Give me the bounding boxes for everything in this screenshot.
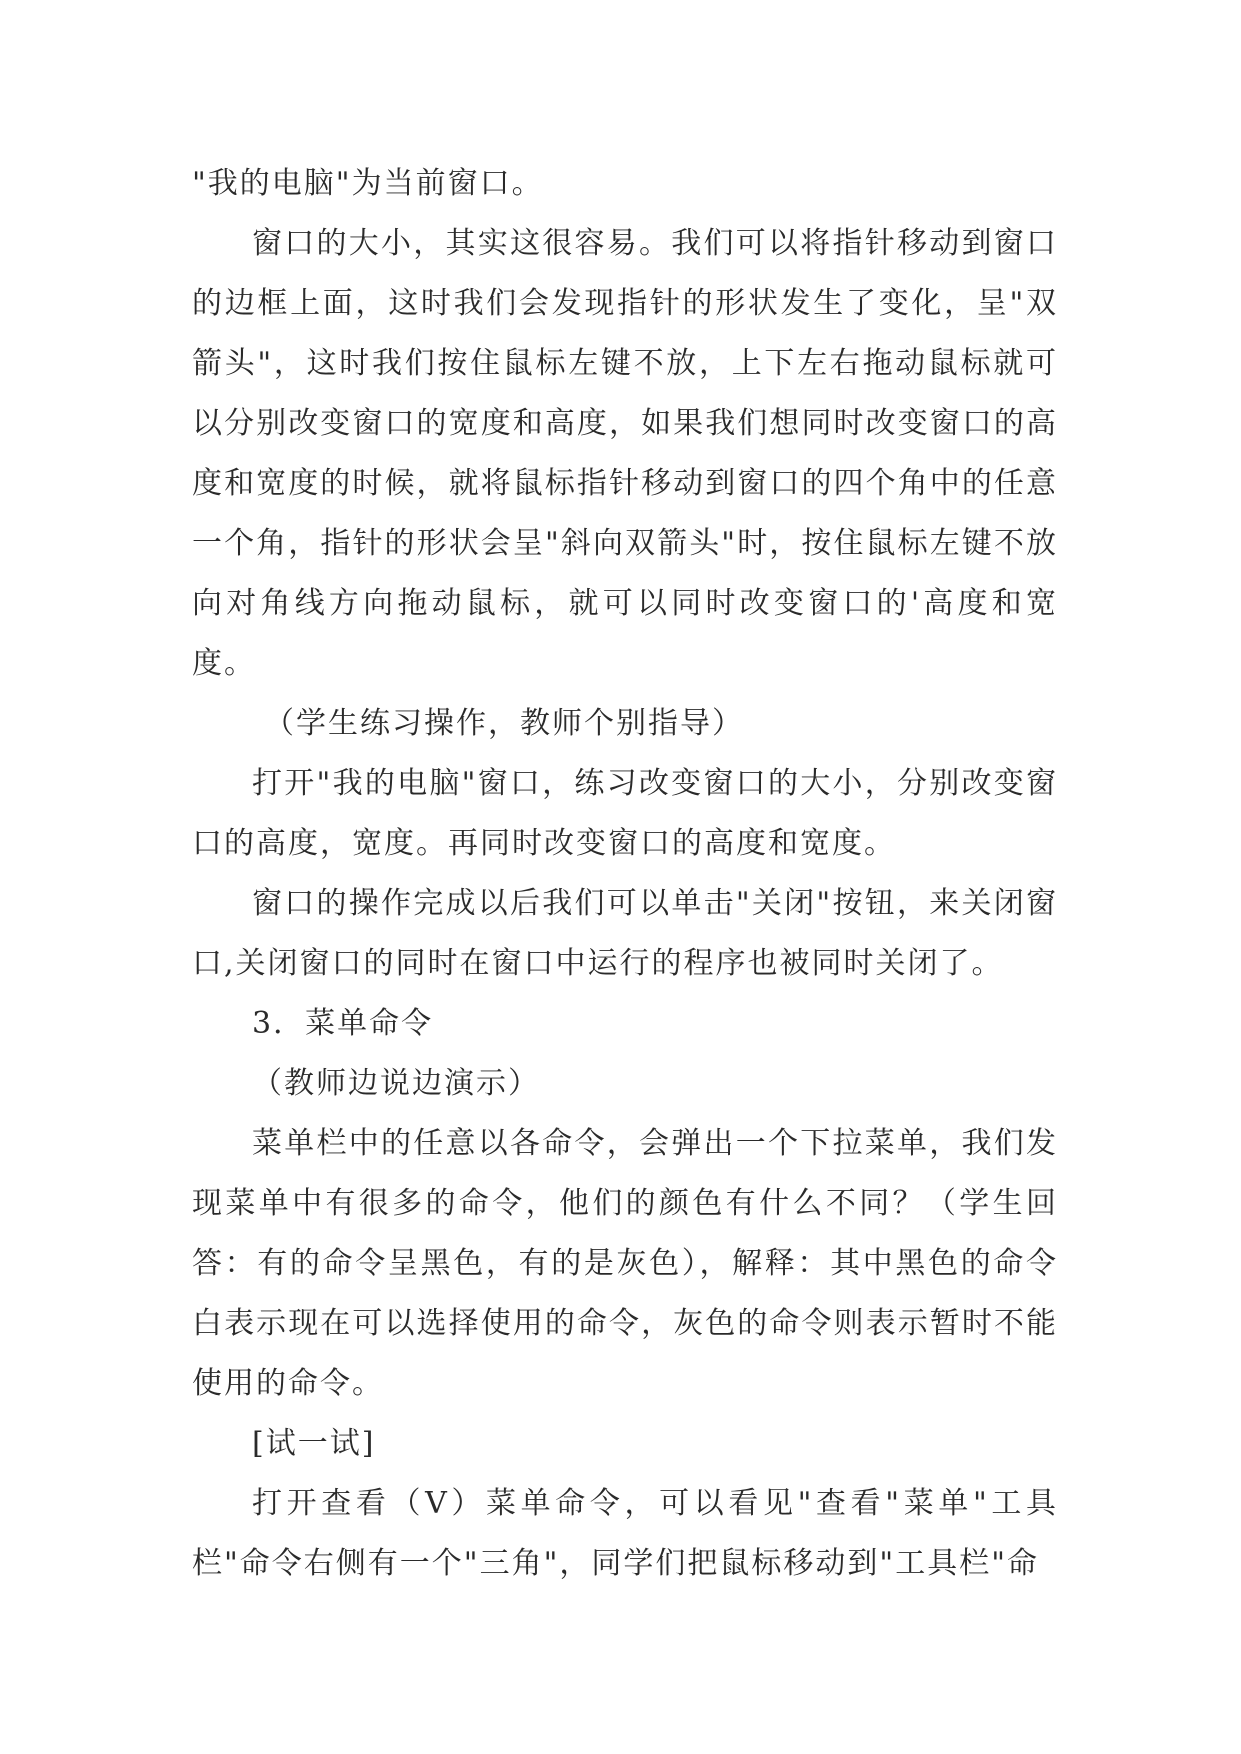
paragraph-1: "我的电脑"为当前窗口。 [192,166,544,201]
document-body [192,154,1058,1594]
paragraph-5: 窗口的操作完成以后我们可以单击"关闭"按钮，来关闭窗口,关闭窗口的同时在窗口中运行的程序也被同时关闭了。 [192,886,1058,981]
paragraph-6: 3．菜单命令 [252,1006,434,1041]
paragraph-2: 窗口的大小，其实这很容易。我们可以将指针移动到窗口的边框上面，这时我们会发现指针的形状发生了变化，呈"双箭头"，这时我们按住鼠标左键不放，上下左右拖动鼠标就可以分别改变窗口的宽度和高度，如果我们想同时改变窗口的高度和宽度的时候，就将鼠标指针移动到窗口的四个角中的任意一个角，指针的形状会呈"斜向双箭头"时，按住鼠标左键不放向对角线方向拖动鼠标，就可以同时改变窗口的'高度和宽度。 [192,226,1058,681]
paragraph-3: （学生练习操作，教师个别指导） [264,706,744,741]
paragraph-10: 打开查看（V）菜单命令，可以看见"查看"菜单"工具栏"命令右侧有一个"三角"，同学们把鼠标移动到"工具栏"命 [192,1486,1058,1581]
paragraph-4: 打开"我的电脑"窗口，练习改变窗口的大小，分别改变窗口的高度，宽度。再同时改变窗口的高度和宽度。 [192,766,1058,861]
paragraph-8: 菜单栏中的任意以各命令，会弹出一个下拉菜单，我们发现菜单中有很多的命令，他们的颜色有什么不同？（学生回答：有的命令呈黑色，有的是灰色），解释：其中黑色的命令白表示现在可以选择使用的命令，灰色的命令则表示暂时不能使用的命令。 [192,1126,1058,1401]
paragraph-9: [试一试] [252,1426,376,1461]
paragraph-7: （教师边说边演示） [252,1066,540,1101]
